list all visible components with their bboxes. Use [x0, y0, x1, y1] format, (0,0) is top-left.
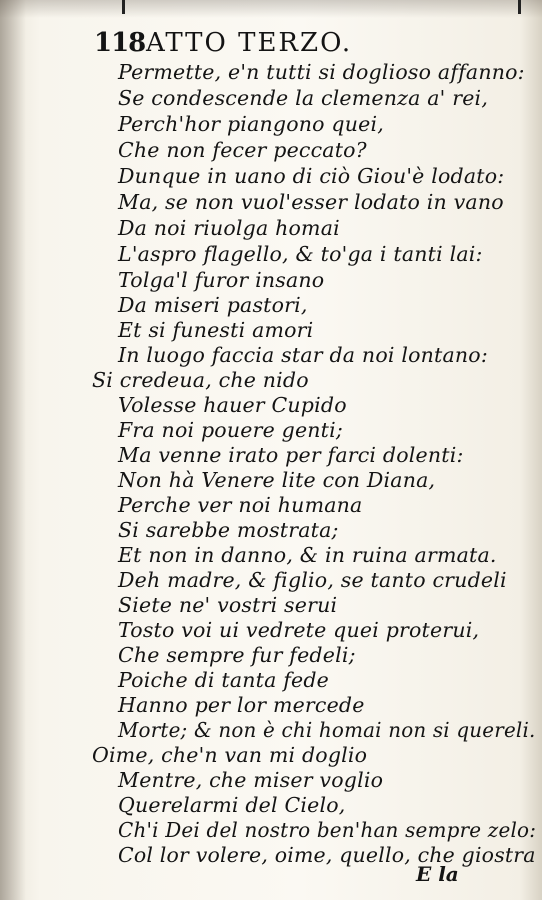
- verse-line: Da noi riuolga homai: [118, 216, 340, 240]
- verse-line: Si sarebbe mostrata;: [118, 518, 339, 542]
- verse-line: Ma venne irato per farci dolenti:: [118, 443, 464, 467]
- verse-line: Che non fecer peccato?: [118, 138, 367, 162]
- verse-line: Et si funesti amori: [118, 318, 314, 342]
- verse-line: Deh madre, & figlio, se tanto crudeli: [118, 568, 507, 592]
- verse-line: In luogo faccia star da noi lontano:: [118, 343, 488, 367]
- catchword: E la: [416, 862, 459, 886]
- verse-line: Fra noi pouere genti;: [118, 418, 343, 442]
- verse-line: Volesse hauer Cupido: [118, 393, 347, 417]
- verse-line: Perche ver noi humana: [118, 493, 363, 517]
- verse-line: Si credeua, che nido: [92, 368, 309, 392]
- verse-line: Che sempre fur fedeli;: [118, 643, 356, 667]
- page-number: 118: [94, 28, 146, 58]
- gutter-shadow: [0, 0, 26, 900]
- verse-line: Se condescende la clemenza a' rei,: [118, 86, 489, 110]
- verse-line: Perch'hor piangono quei,: [118, 112, 384, 136]
- verse-line: Ch'i Dei del nostro ben'han sempre zelo:: [118, 818, 537, 842]
- page-top-edge: [0, 0, 542, 18]
- verse-line: Siete ne' vostri serui: [118, 593, 338, 617]
- verse-line: Permette, e'n tutti si doglioso affanno:: [118, 60, 525, 84]
- page-header: [94, 28, 424, 62]
- verse-line: Tosto voi ui vedrete quei proterui,: [118, 618, 480, 642]
- verse-line: Ma, se non vuol'esser lodato in vano: [118, 190, 504, 214]
- verse-line: Da miseri pastori,: [118, 293, 308, 317]
- verse-line: Oime, che'n van mi doglio: [92, 743, 368, 767]
- verse-line: Non hà Venere lite con Diana,: [118, 468, 436, 492]
- margin-mark: [518, 0, 521, 14]
- verse-line: Tolga'l furor insano: [118, 268, 325, 292]
- verse-line: Mentre, che miser voglio: [118, 768, 384, 792]
- verse-line: Dunque in uano di ciò Giou'è lodato:: [118, 164, 505, 188]
- verse-line: Querelarmi del Cielo,: [118, 793, 346, 817]
- margin-mark: [122, 0, 125, 14]
- verse-line: Col lor volere, oime, quello, che giostra: [118, 843, 536, 867]
- running-head: ATTO TERZO.: [146, 28, 353, 58]
- verse-line: L'aspro flagello, & to'ga i tanti lai:: [118, 242, 483, 266]
- verse-line: Morte; & non è chi homai non si quereli.: [118, 718, 536, 742]
- verse-line: Poiche di tanta fede: [118, 668, 330, 692]
- verse-line: Hanno per lor mercede: [118, 693, 365, 717]
- verse-line: Et non in danno, & in ruina armata.: [118, 543, 497, 567]
